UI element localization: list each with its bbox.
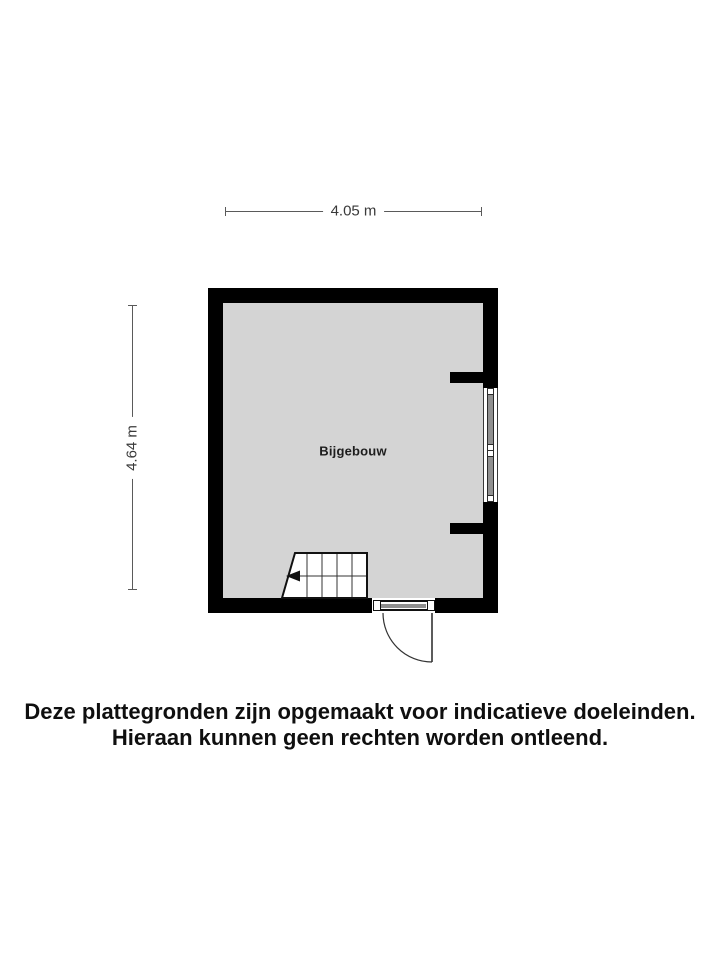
window-frame-cap-top — [487, 388, 494, 395]
height-dimension-tick-bottom — [128, 589, 137, 590]
height-dimension-label: 4.64 m — [124, 417, 141, 479]
room-name-label: Bijgebouw — [319, 443, 387, 459]
width-dimension-tick-left — [225, 207, 226, 216]
door-threshold-strip — [381, 604, 426, 608]
wall-stub-bottom — [450, 523, 483, 534]
height-dimension — [123, 305, 141, 590]
width-dimension-label: 4.05 m — [323, 203, 385, 220]
door-jamb-left — [373, 600, 381, 611]
width-dimension-tick-right — [481, 207, 482, 216]
window-frame-cap-middle-2 — [487, 450, 494, 457]
window-frame-cap-bottom — [487, 495, 494, 502]
wall-stub-top — [450, 372, 483, 383]
disclaimer-line-1: Deze plattegronden zijn opgemaakt voor indicatieve doeleinden. — [24, 699, 696, 724]
disclaimer-line-2: Hieraan kunnen geen rechten worden ontleend. — [111, 725, 609, 750]
width-dimension — [225, 202, 482, 220]
height-dimension-tick-top — [128, 305, 137, 306]
door-swing-arc — [383, 613, 432, 662]
door-jamb-right — [427, 600, 435, 611]
door — [383, 613, 432, 662]
disclaimer — [0, 699, 720, 751]
